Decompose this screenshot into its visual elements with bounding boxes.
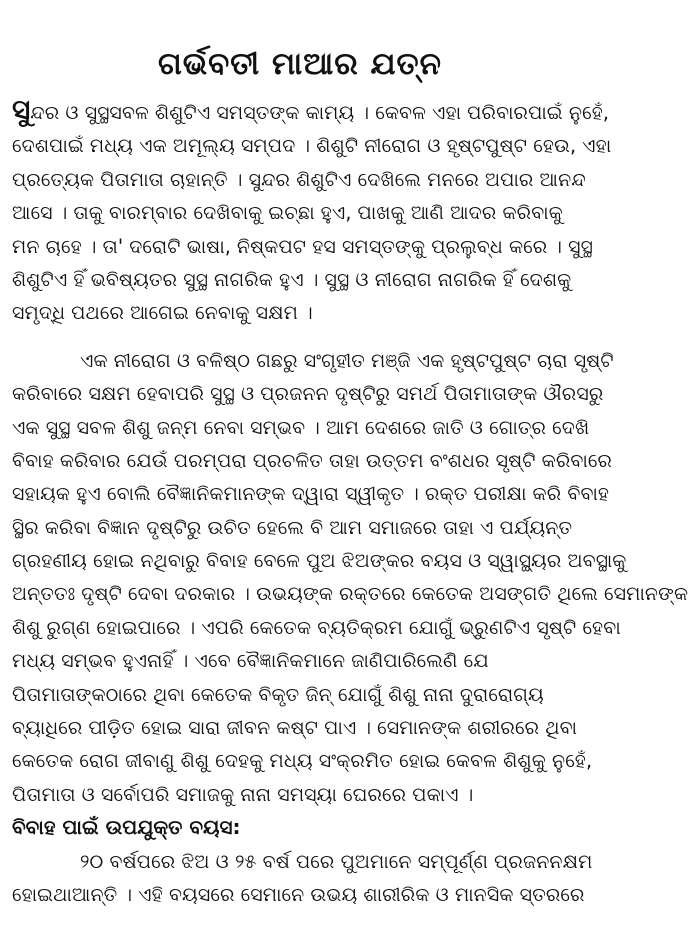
paragraph-1-line: ପ୍ରତ୍ୟେକ ପିତାମାତା ଚାହାନ୍ତି । ସୁନ୍ଦର ଶିଶୁଟିଏ ଦେଖିଲେ ମନରେ ଅପାର ଆନନ୍ଦ bbox=[12, 167, 586, 191]
paragraph-2-line: କେତେକ ରୋଗ ଜୀବାଣୁ ଶିଶୁ ଦେହକୁ ମଧ୍ୟ ସଂକ୍ରମିତ ହୋଇ କେବଳ ଶିଶୁକୁ ନୁହେଁ, bbox=[12, 749, 593, 773]
paragraph-2-line: ପିତାମାତା ଓ ସର୍ବୋପରି ସମାଜକୁ ନାନା ସମସ୍ୟା ଘେରରେ ପକାଏ । bbox=[12, 782, 474, 806]
paragraph-spacer bbox=[12, 330, 586, 344]
paragraph-2-line: ସହାୟକ ହୁଏ ବୋଲି ବୈଜ୍ଞାନିକମାନଙ୍କ ଦ୍ୱାରା ସ୍ୱୀକୃତ । ରକ୍ତ ପରୀକ୍ଷା କରି ବିବାହ bbox=[12, 482, 610, 506]
paragraph-2-line: ଗ୍ରହଣୀୟ ହୋଇ ନଥିବାରୁ ବିବାହ ବେଳେ ପୁଅ ଝିଅଙ୍କର ବୟସ ଓ ସ୍ୱାସ୍ଥ୍ୟର ଅବସ୍ଥାକୁ bbox=[12, 549, 627, 573]
paragraph-3-line: ହୋଇଥାଆନ୍ତି । ଏହି ବୟସରେ ସେମାନେ ଉଭୟ ଶାରୀରିକ ଓ ମାନସିକ ସ୍ତରରେ bbox=[12, 882, 585, 906]
paragraph-2-line: ବିବାହ କରିବାର ଯେଉଁ ପରମ୍ପରା ପ୍ରଚଳିତ ତାହା ଉତ୍ତମ ବଂଶଧର ସୃଷ୍ଟି କରିବାରେ bbox=[12, 448, 613, 472]
paragraph-1-line: ଶିଶୁଟିଏ ହିଁ ଭବିଷ୍ୟତର ସୁସ୍ଥ ନାଗରିକ ହୁଏ । ସୁସ୍ଥ ଓ ନୀରୋଗ ନାଗରିକ ହିଁ ଦେଶକୁ bbox=[12, 267, 572, 291]
paragraph-2-line: ଏକ ସୁସ୍ଥ ସବଳ ଶିଶୁ ଜନ୍ମ ନେବା ସମ୍ଭବ । ଆମ ଦେଶରେ ଜାତି ଓ ଗୋତ୍ର ଦେଖି bbox=[12, 415, 590, 439]
paragraph-2-line: ବ୍ୟାଧିରେ ପୀଡ଼ିତ ହୋଇ ସାରା ଜୀବନ କଷ୍ଟ ପାଏ । ସେମାନଙ୍କ ଶରୀରରେ ଥିବା bbox=[12, 716, 578, 740]
paragraph-2-line: ଅନ୍ତତଃ ଦୃଷ୍ଟି ଦେବା ଦରକାର । ଉଭୟଙ୍କ ରକ୍ତରେ କେତେକ ଅସଙ୍ଗତି ଥିଲେ ସେମାନଙ୍କ bbox=[12, 582, 688, 606]
paragraph-2-line: କରିବାରେ ସକ୍ଷମ ହେବାପରି ସୁସ୍ଥ ଓ ପ୍ରଜନନ ଦୃଷ୍ଟିରୁ ସମର୍ଥ ପିତାମାତାଙ୍କ ଔରସରୁ bbox=[12, 382, 604, 406]
paragraph-2-line: ସ୍ଥିର କରିବା ବିଜ୍ଞାନ ଦୃଷ୍ଟିରୁ ଉଚିତ ହେଲେ ବି ଆମ ସମାଜରେ ତାହା ଏ ପର୍ଯ୍ୟନ୍ତ bbox=[12, 515, 573, 539]
section-subheading: ବିବାହ ପାଇଁ ଉପଯୁକ୍ତ ବୟସ: bbox=[12, 815, 241, 840]
paragraph-1-line: ଆସେ । ତାକୁ ବାରମ୍ବାର ଦେଖିବାକୁ ଇଚ୍ଛା ହୁଏ, ପାଖକୁ ଆଣି ଆଦର କରିବାକୁ bbox=[12, 201, 563, 225]
paragraph-2-line: ପିତାମାତାଙ୍କଠାରେ ଥିବା କେତେକ ବିକୃତ ଜିନ୍ ଯୋଗୁଁ ଶିଶୁ ନାନା ଦୁରାରୋଗ୍ୟ bbox=[12, 682, 544, 706]
article-body bbox=[12, 93, 688, 911]
page-title: ଗର୍ଭବତୀ ମାଆର ଯତ୍ନ bbox=[157, 46, 443, 82]
paragraph-1-line: ଦେଶପାଇଁ ମଧ୍ୟ ଏକ ଅମୂଲ୍ୟ ସମ୍ପଦ । ଶିଶୁଟି ନୀରୋଗ ଓ ହୃଷ୍ଟପୁଷ୍ଟ ହେଉ, ଏହା bbox=[12, 134, 612, 158]
paragraph-2-line: ଏକ ନୀରୋଗ ଓ ବଳିଷ୍ଠ ଗଛରୁ ସଂଗୃହୀତ ମଞ୍ଜି ଏକ ହୃଷ୍ଟପୁଷ୍ଟ ଚାରା ସୃଷ୍ଟି bbox=[80, 348, 614, 372]
paragraph-1-line: ସମୃଦ୍ଧି ପଥରେ ଆଗେଇ ନେବାକୁ ସକ୍ଷମ । bbox=[12, 301, 313, 325]
paragraph-2-line: ମଧ୍ୟ ସମ୍ଭବ ହୁଏନାହିଁ । ଏବେ ବୈଜ୍ଞାନିକମାନେ ଜାଣିପାରିଲେଣି ଯେ bbox=[12, 649, 489, 673]
paragraph-1-line-1: ସୁନ୍ଦର ଓ ସୁସ୍ଥସବଳ ଶିଶୁଟିଏ ସମସ୍ତଙ୍କ କାମ୍ୟ । କେବଳ ଏହା ପରିବାରପାଇଁ ନୁହେଁ, bbox=[12, 93, 609, 126]
paragraph-1-line: ମନ ଚାହେ । ତା' ଦରୋଟି ଭାଷା, ନିଷ୍କପଟ ହସ ସମସ୍ତଙ୍କୁ ପ୍ରଲୁବ୍ଧ କରେ । ସୁସ୍ଥ bbox=[12, 234, 593, 258]
paragraph-3-line: ୨୦ ବର୍ଷପରେ ଝିଅ ଓ ୨୫ ବର୍ଷ ପରେ ପୁଅମାନେ ସମ୍ପୂର୍ଣ୍ଣ ପ୍ରଜନନକ୍ଷମ bbox=[80, 849, 593, 873]
paragraph-2-line: ଶିଶୁ ରୁଗ୍ଣ ହୋଇପାରେ । ଏପରି କେତେକ ବ୍ୟତିକ୍ରମ ଯୋଗୁଁ ଭ୍ରୁଣଟିଏ ସୃଷ୍ଟି ହେବା bbox=[12, 615, 621, 639]
dropcap: ସୁ bbox=[12, 93, 31, 126]
